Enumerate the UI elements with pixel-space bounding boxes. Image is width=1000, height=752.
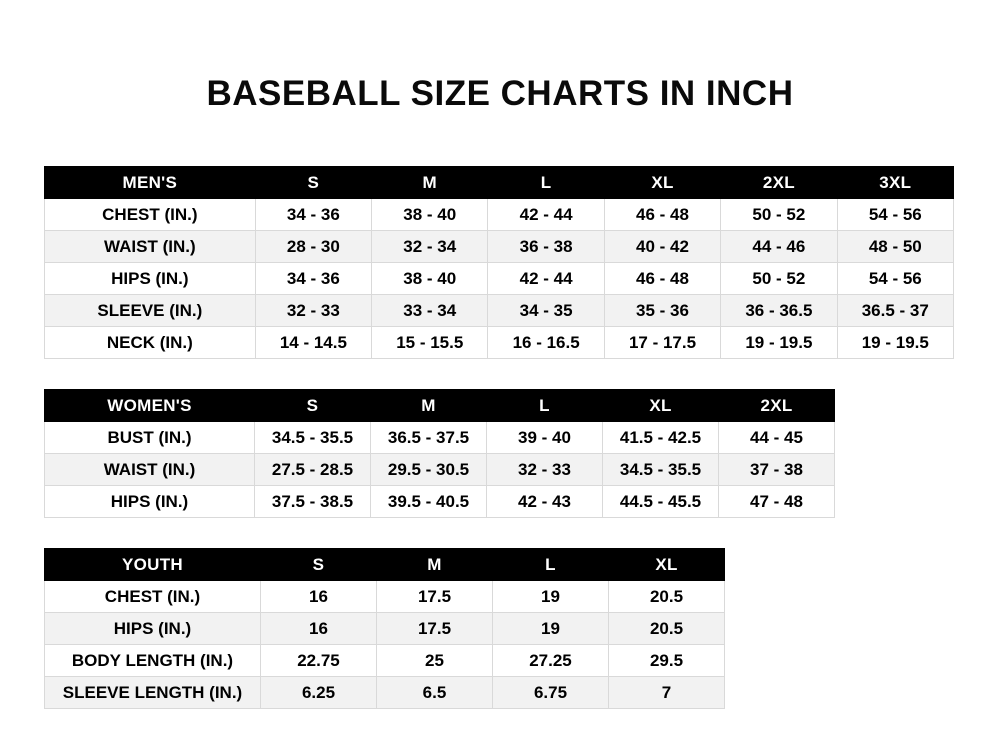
table-cell: 42 - 44 [488, 263, 604, 295]
table-row [45, 263, 954, 295]
table-header-row [45, 167, 954, 199]
table-cell: 32 - 33 [255, 295, 371, 327]
table-spacer [44, 518, 956, 548]
table-row [45, 199, 954, 231]
table-cell: 32 - 34 [372, 231, 488, 263]
table-cell: 16 [261, 613, 377, 645]
table-cell: 6.25 [261, 677, 377, 709]
row-label: WAIST (IN.) [45, 231, 256, 263]
row-label: NECK (IN.) [45, 327, 256, 359]
table-cell: 34 - 36 [255, 263, 371, 295]
table-row [45, 486, 835, 518]
table-row [45, 231, 954, 263]
table-spacer [44, 359, 956, 389]
table-cell: 28 - 30 [255, 231, 371, 263]
table-cell: 33 - 34 [372, 295, 488, 327]
table-cell: 54 - 56 [837, 199, 953, 231]
table-cell: 6.5 [377, 677, 493, 709]
table-cell: 17.5 [377, 581, 493, 613]
row-label: WAIST (IN.) [45, 454, 255, 486]
womens-header-s: S [255, 390, 371, 422]
table-row [45, 295, 954, 327]
youth-header-l: L [493, 549, 609, 581]
table-cell: 39 - 40 [487, 422, 603, 454]
table-cell: 16 [261, 581, 377, 613]
table-row [45, 645, 725, 677]
table-row [45, 454, 835, 486]
table-cell: 22.75 [261, 645, 377, 677]
row-label: HIPS (IN.) [45, 486, 255, 518]
table-cell: 16 - 16.5 [488, 327, 604, 359]
table-row [45, 327, 954, 359]
table-header-row [45, 390, 835, 422]
table-cell: 36 - 36.5 [721, 295, 837, 327]
table-cell: 19 - 19.5 [837, 327, 953, 359]
youth-size-table [44, 548, 725, 709]
table-cell: 42 - 44 [488, 199, 604, 231]
row-label: CHEST (IN.) [45, 199, 256, 231]
table-cell: 29.5 - 30.5 [371, 454, 487, 486]
table-cell: 27.25 [493, 645, 609, 677]
youth-header-s: S [261, 549, 377, 581]
page-title: BASEBALL SIZE CHARTS IN INCH [206, 74, 794, 113]
table-cell: 37.5 - 38.5 [255, 486, 371, 518]
youth-header-xl: XL [609, 549, 725, 581]
table-cell: 40 - 42 [604, 231, 720, 263]
table-cell: 17.5 [377, 613, 493, 645]
table-cell: 44 - 46 [721, 231, 837, 263]
table-cell: 47 - 48 [719, 486, 835, 518]
table-cell: 34 - 36 [255, 199, 371, 231]
table-cell: 42 - 43 [487, 486, 603, 518]
mens-header-xl: XL [604, 167, 720, 199]
table-row [45, 677, 725, 709]
table-cell: 44 - 45 [719, 422, 835, 454]
table-cell: 38 - 40 [372, 263, 488, 295]
table-cell: 37 - 38 [719, 454, 835, 486]
table-row [45, 581, 725, 613]
table-row [45, 613, 725, 645]
table-row [45, 422, 835, 454]
table-cell: 20.5 [609, 613, 725, 645]
table-cell: 17 - 17.5 [604, 327, 720, 359]
mens-header-3xl: 3XL [837, 167, 953, 199]
table-cell: 34.5 - 35.5 [603, 454, 719, 486]
table-cell: 44.5 - 45.5 [603, 486, 719, 518]
table-cell: 50 - 52 [721, 263, 837, 295]
womens-header-xl: XL [603, 390, 719, 422]
mens-size-table [44, 166, 954, 359]
table-cell: 29.5 [609, 645, 725, 677]
table-cell: 35 - 36 [604, 295, 720, 327]
row-label: CHEST (IN.) [45, 581, 261, 613]
table-cell: 39.5 - 40.5 [371, 486, 487, 518]
table-cell: 19 [493, 613, 609, 645]
table-cell: 15 - 15.5 [372, 327, 488, 359]
table-cell: 48 - 50 [837, 231, 953, 263]
mens-header-2xl: 2XL [721, 167, 837, 199]
table-cell: 14 - 14.5 [255, 327, 371, 359]
table-cell: 32 - 33 [487, 454, 603, 486]
mens-header-l: L [488, 167, 604, 199]
table-cell: 19 [493, 581, 609, 613]
table-header-row [45, 549, 725, 581]
table-cell: 34 - 35 [488, 295, 604, 327]
table-cell: 54 - 56 [837, 263, 953, 295]
table-cell: 25 [377, 645, 493, 677]
womens-size-table [44, 389, 835, 518]
table-cell: 20.5 [609, 581, 725, 613]
youth-header-m: M [377, 549, 493, 581]
table-cell: 34.5 - 35.5 [255, 422, 371, 454]
table-cell: 38 - 40 [372, 199, 488, 231]
table-cell: 46 - 48 [604, 199, 720, 231]
table-cell: 41.5 - 42.5 [603, 422, 719, 454]
womens-header-category: WOMEN'S [45, 390, 255, 422]
table-cell: 7 [609, 677, 725, 709]
row-label: BODY LENGTH (IN.) [45, 645, 261, 677]
table-cell: 46 - 48 [604, 263, 720, 295]
table-cell: 6.75 [493, 677, 609, 709]
table-cell: 27.5 - 28.5 [255, 454, 371, 486]
row-label: SLEEVE (IN.) [45, 295, 256, 327]
row-label: HIPS (IN.) [45, 613, 261, 645]
mens-header-s: S [255, 167, 371, 199]
womens-header-2xl: 2XL [719, 390, 835, 422]
table-cell: 36 - 38 [488, 231, 604, 263]
table-cell: 36.5 - 37.5 [371, 422, 487, 454]
row-label: BUST (IN.) [45, 422, 255, 454]
row-label: SLEEVE LENGTH (IN.) [45, 677, 261, 709]
table-cell: 50 - 52 [721, 199, 837, 231]
womens-header-l: L [487, 390, 603, 422]
table-cell: 36.5 - 37 [837, 295, 953, 327]
mens-header-m: M [372, 167, 488, 199]
youth-header-category: YOUTH [45, 549, 261, 581]
size-tables-container [0, 166, 1000, 709]
table-cell: 19 - 19.5 [721, 327, 837, 359]
row-label: HIPS (IN.) [45, 263, 256, 295]
mens-header-category: MEN'S [45, 167, 256, 199]
womens-header-m: M [371, 390, 487, 422]
